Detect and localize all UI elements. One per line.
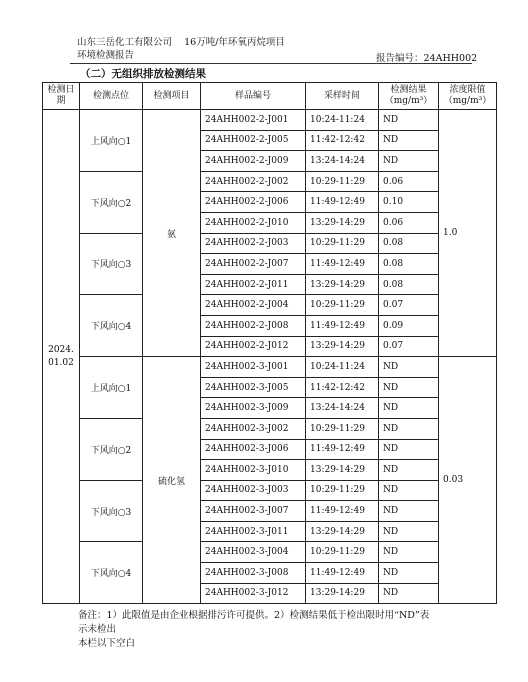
sample-time-cell: 10:29-11:29 xyxy=(306,295,379,316)
sample-id-cell: 24AHH002-3-J003 xyxy=(201,480,306,501)
sample-id-cell: 24AHH002-2-J006 xyxy=(201,192,306,213)
result-unit: （mg/m³） xyxy=(384,96,433,106)
sample-time-cell: 10:29-11:29 xyxy=(306,542,379,563)
sample-time-cell: 13:29-14:29 xyxy=(306,336,379,357)
point-cell: 下风向○4 xyxy=(80,542,143,604)
sample-time-cell: 13:29-14:29 xyxy=(306,212,379,233)
result-cell: 0.08 xyxy=(379,233,439,254)
sample-time-cell: 11:49-12:49 xyxy=(306,254,379,275)
point-cell: 下风向○3 xyxy=(80,233,143,295)
sample-time-cell: 11:49-12:49 xyxy=(306,315,379,336)
note-line-3: 本栏以下空白 xyxy=(78,638,136,649)
sample-time-cell: 10:29-11:29 xyxy=(306,233,379,254)
col-header-sample: 样品编号 xyxy=(201,83,306,110)
point-cell: 下风向○2 xyxy=(80,171,143,233)
point-cell: 下风向○4 xyxy=(80,295,143,357)
result-cell: ND xyxy=(379,110,439,131)
result-cell: ND xyxy=(379,501,439,522)
sample-id-cell: 24AHH002-2-J005 xyxy=(201,130,306,151)
sample-id-cell: 24AHH002-2-J002 xyxy=(201,171,306,192)
sample-id-cell: 24AHH002-3-J001 xyxy=(201,357,306,378)
sample-id-cell: 24AHH002-2-J008 xyxy=(201,315,306,336)
header-divider xyxy=(70,63,472,64)
result-cell: ND xyxy=(379,151,439,172)
sample-time-cell: 10:24-11:24 xyxy=(306,357,379,378)
result-cell: ND xyxy=(379,521,439,542)
sample-id-cell: 24AHH002-2-J004 xyxy=(201,295,306,316)
sample-id-cell: 24AHH002-3-J008 xyxy=(201,563,306,584)
note-line-2: 示未检出 xyxy=(78,624,117,635)
table-row xyxy=(43,233,497,254)
sample-time-cell: 13:29-14:29 xyxy=(306,521,379,542)
sample-id-cell: 24AHH002-3-J010 xyxy=(201,460,306,481)
result-cell: ND xyxy=(379,480,439,501)
sample-id-cell: 24AHH002-3-J005 xyxy=(201,377,306,398)
note-line-1: 备注：1）此限值是由企业根据排污许可提供。2）检测结果低于检出限时用“ND”表 xyxy=(78,610,430,621)
result-cell: ND xyxy=(379,130,439,151)
report-type: 环境检测报告 xyxy=(77,50,135,61)
result-cell: ND xyxy=(379,418,439,439)
result-cell: ND xyxy=(379,357,439,378)
sample-time-cell: 10:29-11:29 xyxy=(306,418,379,439)
sample-id-cell: 24AHH002-3-J011 xyxy=(201,521,306,542)
sample-id-cell: 24AHH002-3-J012 xyxy=(201,583,306,604)
point-cell: 下风向○2 xyxy=(80,418,143,480)
result-cell: ND xyxy=(379,439,439,460)
project-name: 16万吨/年环氧丙烷项目 xyxy=(184,37,285,48)
sample-id-cell: 24AHH002-2-J009 xyxy=(201,151,306,172)
result-cell: ND xyxy=(379,583,439,604)
sample-time-cell: 10:29-11:29 xyxy=(306,171,379,192)
limit-cell: 0.03 xyxy=(439,357,497,604)
sample-time-cell: 11:42-12:42 xyxy=(306,377,379,398)
sample-id-cell: 24AHH002-2-J010 xyxy=(201,212,306,233)
sample-time-cell: 11:49-12:49 xyxy=(306,501,379,522)
sample-id-cell: 24AHH002-3-J007 xyxy=(201,501,306,522)
sample-time-cell: 13:24-14:24 xyxy=(306,151,379,172)
results-table xyxy=(42,82,497,604)
col-header-time: 采样时间 xyxy=(306,83,379,110)
section-title: （二）无组织排放检测结果 xyxy=(80,68,206,80)
sample-id-cell: 24AHH002-3-J006 xyxy=(201,439,306,460)
sample-id-cell: 24AHH002-2-J003 xyxy=(201,233,306,254)
sample-time-cell: 11:42-12:42 xyxy=(306,130,379,151)
result-cell: 0.10 xyxy=(379,192,439,213)
result-cell: ND xyxy=(379,563,439,584)
limit-cell: 1.0 xyxy=(439,110,497,357)
table-row xyxy=(43,295,497,316)
point-cell: 上风向○1 xyxy=(80,110,143,172)
limit-label: 浓度限值 xyxy=(449,85,486,95)
sample-id-cell: 24AHH002-2-J012 xyxy=(201,336,306,357)
date-cell: 2024.01.02 xyxy=(43,110,80,604)
table-header-row xyxy=(43,83,497,110)
sample-id-cell: 24AHH002-3-J002 xyxy=(201,418,306,439)
sample-id-cell: 24AHH002-2-J001 xyxy=(201,110,306,131)
result-cell: 0.08 xyxy=(379,274,439,295)
result-cell: 0.06 xyxy=(379,171,439,192)
report-number: 报告编号：24AHH002 xyxy=(376,53,478,64)
result-cell: 0.07 xyxy=(379,295,439,316)
sample-time-cell: 11:49-12:49 xyxy=(306,563,379,584)
table-row xyxy=(43,480,497,501)
sample-id-cell: 24AHH002-3-J004 xyxy=(201,542,306,563)
col-header-date: 检测日期 xyxy=(43,83,80,110)
table-row xyxy=(43,171,497,192)
table-row xyxy=(43,357,497,378)
col-header-limit xyxy=(439,83,497,110)
result-cell: ND xyxy=(379,542,439,563)
result-cell: 0.09 xyxy=(379,315,439,336)
sample-time-cell: 10:24-11:24 xyxy=(306,110,379,131)
table-row xyxy=(43,110,497,131)
sample-time-cell: 13:29-14:29 xyxy=(306,460,379,481)
result-cell: ND xyxy=(379,377,439,398)
col-header-result xyxy=(379,83,439,110)
item-cell: 氨 xyxy=(143,110,201,357)
sample-id-cell: 24AHH002-2-J007 xyxy=(201,254,306,275)
sample-time-cell: 13:24-14:24 xyxy=(306,398,379,419)
item-cell: 硫化氢 xyxy=(143,357,201,604)
sample-time-cell: 13:29-14:29 xyxy=(306,583,379,604)
col-header-point: 检测点位 xyxy=(80,83,143,110)
result-cell: ND xyxy=(379,398,439,419)
sample-time-cell: 13:29-14:29 xyxy=(306,274,379,295)
point-cell: 下风向○3 xyxy=(80,480,143,542)
sample-id-cell: 24AHH002-3-J009 xyxy=(201,398,306,419)
col-header-item: 检测项目 xyxy=(143,83,201,110)
company-name: 山东三岳化工有限公司 16万吨/年环氧丙烷项目 xyxy=(77,37,285,48)
limit-unit: （mg/m³） xyxy=(443,96,492,106)
sample-time-cell: 10:29-11:29 xyxy=(306,480,379,501)
sample-id-cell: 24AHH002-2-J011 xyxy=(201,274,306,295)
table-row xyxy=(43,542,497,563)
result-cell: 0.06 xyxy=(379,212,439,233)
result-cell: ND xyxy=(379,460,439,481)
sample-time-cell: 11:49-12:49 xyxy=(306,192,379,213)
point-cell: 上风向○1 xyxy=(80,357,143,419)
result-cell: 0.07 xyxy=(379,336,439,357)
result-cell: 0.08 xyxy=(379,254,439,275)
result-label: 检测结果 xyxy=(390,85,427,95)
table-row xyxy=(43,418,497,439)
sample-time-cell: 11:49-12:49 xyxy=(306,439,379,460)
